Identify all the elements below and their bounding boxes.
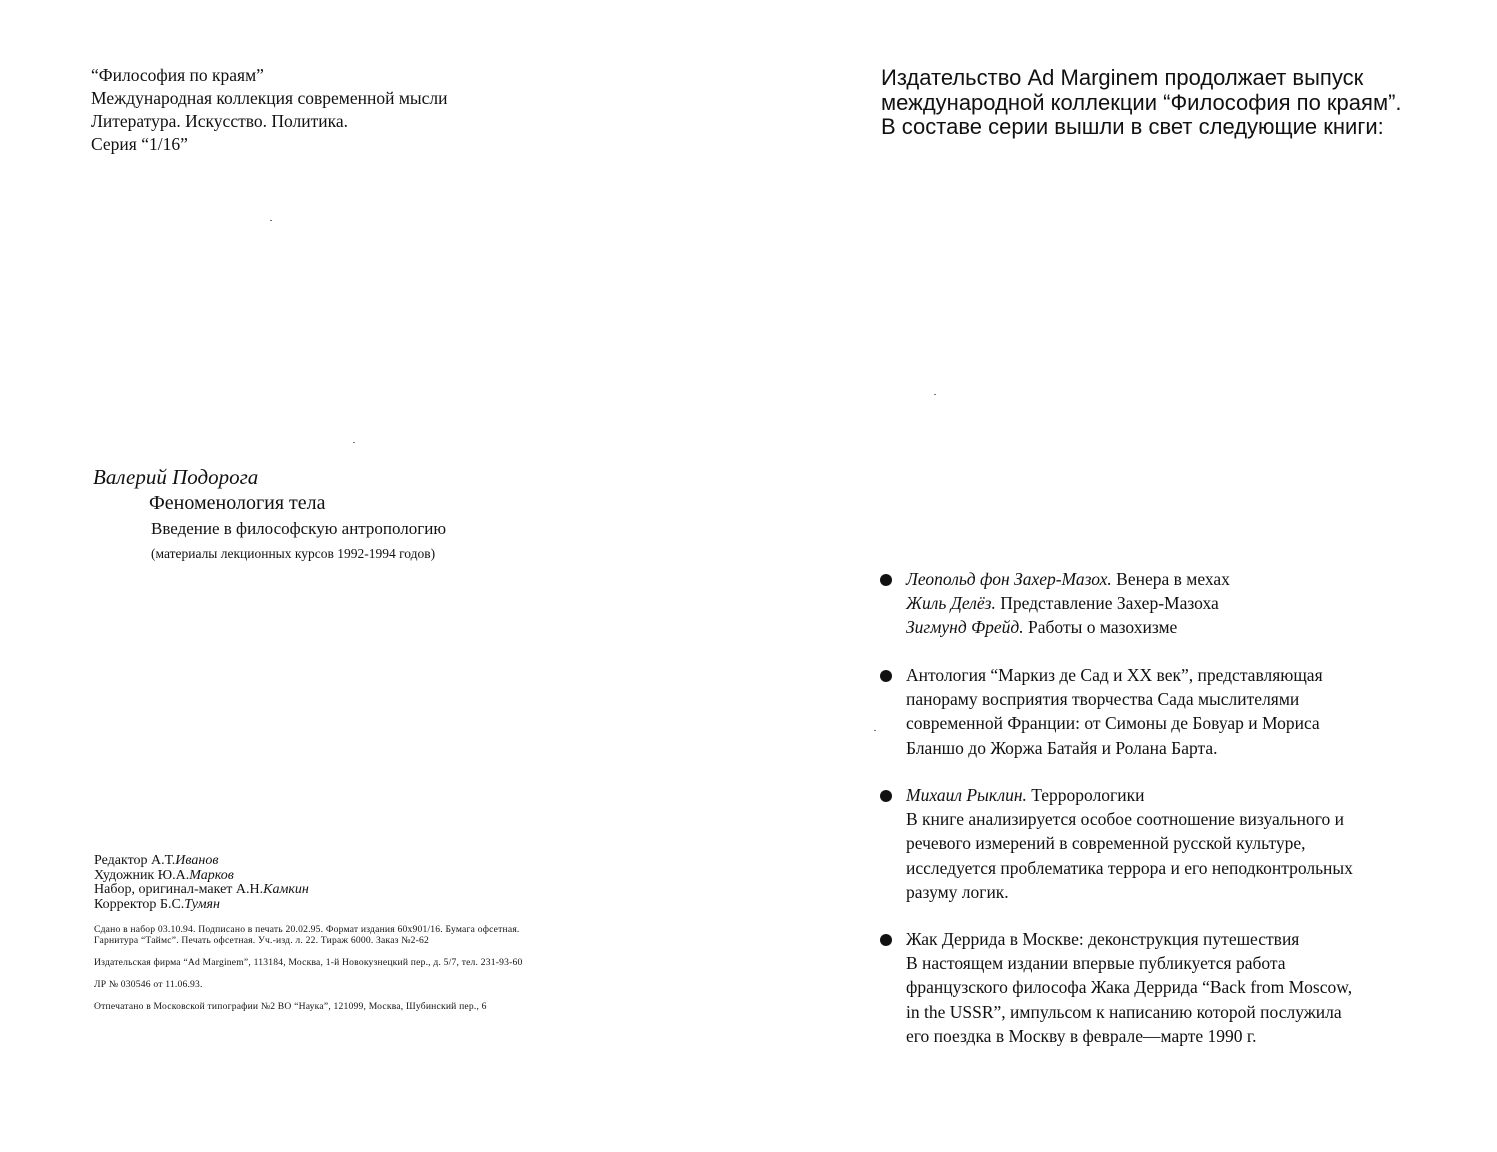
imprint-line-2: Гарнитура “Таймс”. Печать офсетная. Уч.-изд. л. 22. Тираж 6000. Заказ №2-62 [94,935,429,946]
imprint [94,924,523,1012]
book-title-block [93,464,446,566]
book-line: исследуется проблематика террора и его неподконтрольных [906,857,1353,878]
book-line: in the USSR”, импульсом к написанию которой послужила [906,1001,1342,1022]
announcement-line-1: Издательство Ad Marginem продолжает выпуск [881,65,1364,90]
book-materials-note: (материалы лекционных курсов 1992-1994 годов) [151,546,436,561]
collection-name: Международная коллекция современной мысли [91,88,448,108]
book-entry-derrida [880,927,1352,1048]
book-line: панораму восприятия творчества Сада мыслителями [906,689,1300,710]
bullet-icon [880,670,892,682]
bullet-icon [880,934,892,946]
book-subtitle: Введение в философскую антропологию [151,519,447,538]
book-line: Антология “Маркиз де Сад и XX век”, представляющая [880,663,1323,687]
book-line: современной Франции: от Симоны де Бовуар и Мориса [906,713,1320,734]
credits [94,854,309,912]
bullet-icon [880,574,892,586]
book-line: Бланшо до Жоржа Батайя и Ролана Барта. [906,737,1218,758]
book-line: французского философа Жака Деррида “Back from Moscow, [906,977,1353,998]
book-line: Жиль Делёз. Представление Захер-Мазоха [906,593,1219,614]
book-line: Зигмунд Фрейд. Работы о мазохизме [906,617,1178,638]
book-entry-sade [880,663,1323,760]
book-line: Леопольд фон Захер-Мазох. Венера в мехах [880,567,1230,591]
book-line: речевого измерений в современной русской культуре, [906,833,1306,854]
imprint-printer: Отпечатано в Московской типографии №2 ВО “Наука”, 121099, Москва, Шубинский пер., 6 [94,1001,487,1012]
imprint-line-1: Сдано в набор 03.10.94. Подписано в печать 20.02.95. Формат издания 60х901/16. Бумага офсетная. [94,924,520,935]
series-number: Серия “1/16” [91,134,188,154]
collection-topics: Литература. Искусство. Политика. [91,111,349,131]
scan-speck [353,442,355,443]
book-entry-ryklin [880,783,1353,904]
bullet-icon [880,790,892,802]
book-author: Валерий Подорога [93,465,259,489]
scan-speck [270,220,272,221]
book-line: его поездка в Москву в феврале—марте 1990 г. [906,1025,1257,1046]
book-line: разуму логик. [906,881,1009,902]
book-entry-masoch [880,567,1230,640]
book-line: Михаил Рыклин. Террорологики [880,783,1353,807]
book-line: В настоящем издании впервые публикуется работа [906,953,1286,974]
announcement-line-2: международной коллекции “Философия по краям”. [881,89,1402,115]
scan-speck [874,730,876,731]
imprint-publisher: Издательская фирма “Ad Marginem”, 113184, Москва, 1-й Новокузнецкий пер., д. 5/7, тел. 231-93-60 [94,957,523,968]
credit-artist: Художник Ю.А.Марков [94,867,234,883]
credit-editor: Редактор А.Т.Иванов [94,853,219,868]
series-name: “Философия по краям” [91,65,264,85]
scan-speck [934,394,936,395]
book-line: В книге анализируется особое соотношение визуального и [906,809,1344,830]
book-title: Феноменология тела [149,492,326,514]
series-announcement [881,66,1402,140]
series-info [91,64,448,156]
credit-proofreader: Корректор Б.С.Тумян [94,896,221,912]
imprint-license: ЛР № 030546 от 11.06.93. [94,979,203,990]
book-line: Жак Деррида в Москве: деконструкция путешествия [880,927,1352,951]
announcement-line-3: В составе серии вышли в свет следующие книги: [881,114,1384,139]
credit-typesetter: Набор, оригинал-макет А.Н.Камкин [94,882,309,897]
